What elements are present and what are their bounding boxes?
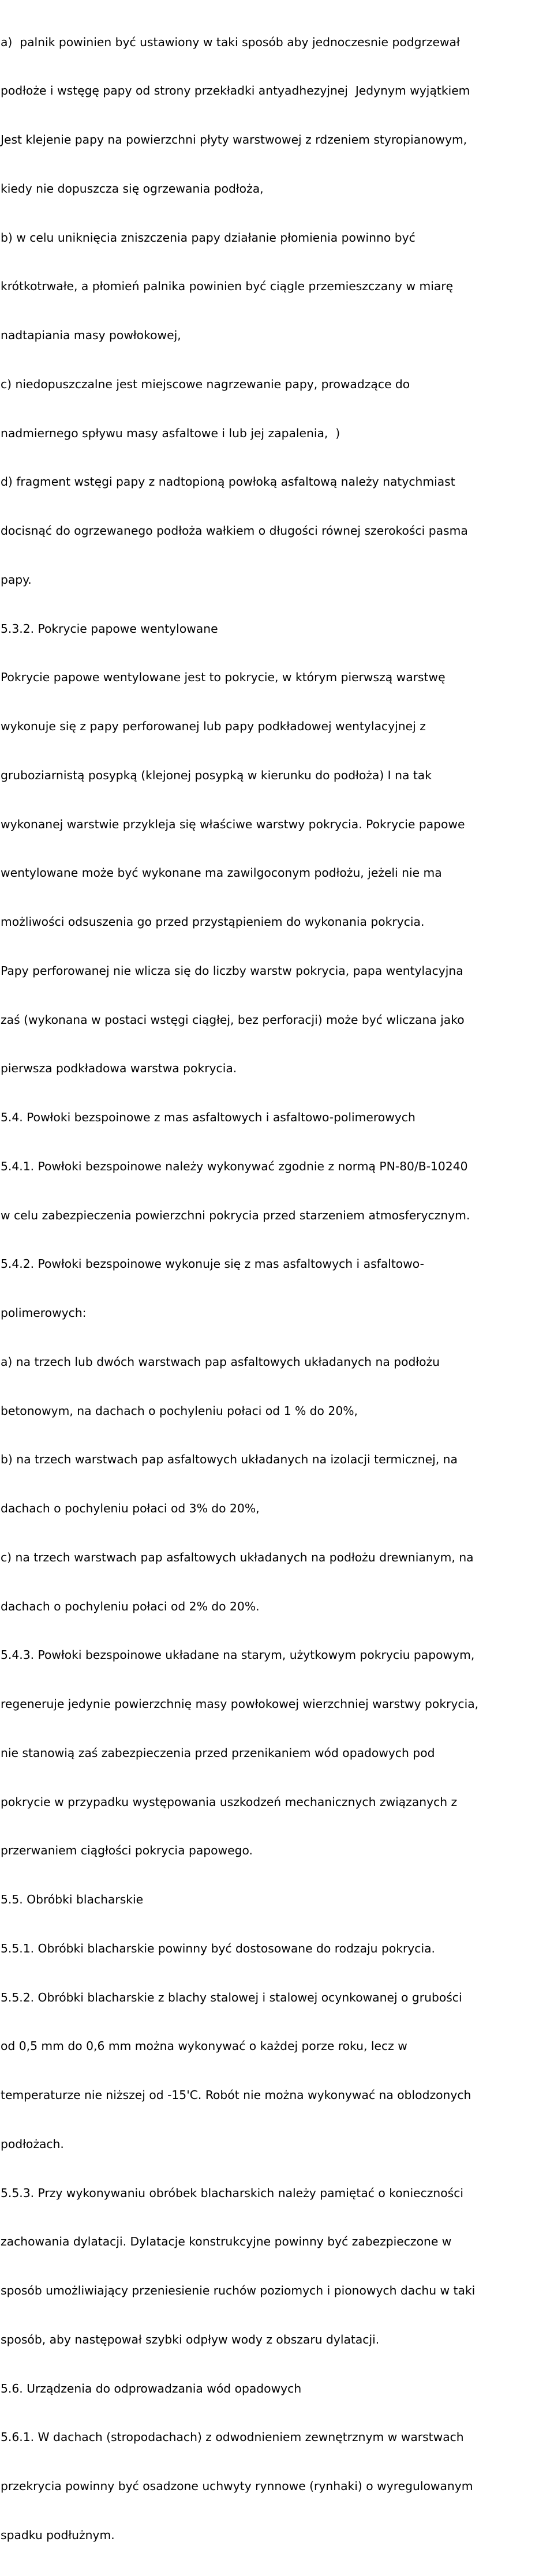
text-line: b) w celu uniknięcia zniszczenia papy działanie płomienia powinno być xyxy=(1,230,415,245)
text-line: papy. xyxy=(1,572,32,587)
text-line: wentylowane może być wykonane ma zawilgoconym podłożu, jeżeli nie ma xyxy=(1,866,442,880)
text-line: betonowym, na dachach o pochyleniu połaci od 1 % do 20%, xyxy=(1,1403,358,1418)
text-line: regeneruje jedynie powierzchnię masy powłokowej wierzchniej warstwy pokrycia, xyxy=(1,1697,479,1711)
text-line: sposób, aby następował szybki odpływ wody z obszaru dylatacji. xyxy=(1,2332,380,2346)
text-line: a) palnik powinien być ustawiony w taki sposób aby jednoczesnie podgrzewał xyxy=(1,35,460,49)
text-line: b) na trzech warstwach pap asfaltowych układanych na izolacji termicznej, na xyxy=(1,1452,458,1467)
text-line: temperaturze nie niższej od -15'C. Robót nie można wykonywać na oblodzonych xyxy=(1,2088,471,2102)
text-line: sposób umożliwiający przeniesienie ruchów poziomych i pionowych dachu w taki xyxy=(1,2284,476,2297)
text-line: gruboziarnistą posypką (klejonej posypką w kierunku do podłoża) I na tak xyxy=(1,768,432,782)
text-line: nadtapiania masy powłokowej, xyxy=(1,328,181,342)
text-line: kiedy nie dopuszcza się ogrzewania podłoża, xyxy=(1,181,264,196)
text-line: polimerowych: xyxy=(1,1306,87,1320)
text-line: 5.5.1. Obróbki blacharskie powinny być dostosowane do rodzaju pokrycia. xyxy=(1,1941,435,1955)
text-line: przekrycia powinny być osadzone uchwyty rynnowe (rynhaki) o wyregulowanym xyxy=(1,2479,473,2493)
text-line: 5.5.3. Przy wykonywaniu obróbek blacharskich należy pamiętać o konieczności xyxy=(1,2186,464,2200)
section-heading: 5.5. Obróbki blacharskie xyxy=(1,1892,144,1906)
text-line: spadku podłużnym. xyxy=(1,2528,115,2542)
text-line: możliwości odsuszenia go przed przystąpieniem do wykonania pokrycia. xyxy=(1,915,425,929)
text-line: c) niedopuszczalne jest miejscowe nagrzewanie papy, prowadzące do xyxy=(1,377,410,391)
text-line: wykonuje się z papy perforowanej lub papy podkładowej wentylacyjnej z xyxy=(1,719,426,733)
section-heading: 5.6. Urządzenia do odprowadzania wód opadowych xyxy=(1,2381,302,2395)
text-line: dachach o pochyleniu połaci od 3% do 20%, xyxy=(1,1501,260,1515)
text-line: 5.5.2. Obróbki blacharskie z blachy stalowej i stalowej ocynkowanej o grubości xyxy=(1,1990,462,2004)
text-line: Jest klejenie papy na powierzchni płyty warstwowej z rdzeniem styropianowym, xyxy=(1,133,467,147)
text-line: 5.4.1. Powłoki bezspoinowe należy wykonywać zgodnie z normą PN-80/B-10240 xyxy=(1,1159,468,1173)
text-line: krótkotrwałe, a płomień palnika powinien być ciągle przemieszczany w miarę xyxy=(1,279,454,294)
text-line: d) fragment wstęgi papy z nadtopioną powłoką asfaltową należy natychmiast xyxy=(1,475,455,489)
text-line: dachach o pochyleniu połaci od 2% do 20%. xyxy=(1,1599,260,1613)
text-line: podłożach. xyxy=(1,2136,64,2151)
text-line: c) na trzech warstwach pap asfaltowych układanych na podłożu drewnianym, na xyxy=(1,1550,474,1564)
text-line: od 0,5 mm do 0,6 mm można wykonywać o każdej porze roku, lecz w xyxy=(1,2039,407,2053)
text-line: pokrycie w przypadku występowania uszkodzeń mechanicznych związanych z xyxy=(1,1794,458,1809)
text-line: nadmiernego spływu masy asfaltowe i lub jej zapalenia, ) xyxy=(1,426,340,440)
text-line: 5.4.3. Powłoki bezspoinowe układane na starym, użytkowym pokryciu papowym, xyxy=(1,1648,475,1662)
section-heading: 5.4. Powłoki bezspoinowe z mas asfaltowych i asfaltowo-polimerowych xyxy=(1,1110,415,1124)
text-line: pierwsza podkładowa warstwa pokrycia. xyxy=(1,1061,237,1076)
text-line: wykonanej warstwie przykleja się właściwe warstwy pokrycia. Pokrycie papowe xyxy=(1,817,465,831)
text-line: docisnąć do ogrzewanego podłoża wałkiem o długości równej szerokości pasma xyxy=(1,524,468,538)
text-line: 5.6.1. W dachach (stropodachach) z odwodnieniem zewnętrznym w warstwach xyxy=(1,2430,464,2444)
text-line: zaś (wykonana w postaci wstęgi ciągłej, bez perforacji) może być wliczana jako xyxy=(1,1012,465,1027)
text-line: a) na trzech lub dwóch warstwach pap asfaltowych układanych na podłożu xyxy=(1,1354,440,1369)
text-line: Papy perforowanej nie wlicza się do liczby warstw pokrycia, papa wentylacyjna xyxy=(1,963,463,978)
text-line: nie stanowią zaś zabezpieczenia przed przenikaniem wód opadowych pod xyxy=(1,1745,435,1760)
text-line: 5.4.2. Powłoki bezspoinowe wykonuje się z mas asfaltowych i asfaltowo- xyxy=(1,1257,424,1271)
text-line: w celu zabezpieczenia powierzchni pokrycia przed starzeniem atmosferycznym. xyxy=(1,1208,470,1222)
section-heading: 5.3.2. Pokrycie papowe wentylowane xyxy=(1,621,218,636)
text-line: przerwaniem ciągłości pokrycia papowego. xyxy=(1,1843,253,1858)
text-line: podłoże i wstęgę papy od strony przekładki antyadhezyjnej Jedynym wyjątkiem xyxy=(1,84,470,98)
text-line: Pokrycie papowe wentylowane jest to pokrycie, w którym pierwszą warstwę xyxy=(1,670,446,685)
text-line: zachowania dylatacji. Dylatacje konstrukcyjne powinny być zabezpieczone w xyxy=(1,2235,452,2249)
